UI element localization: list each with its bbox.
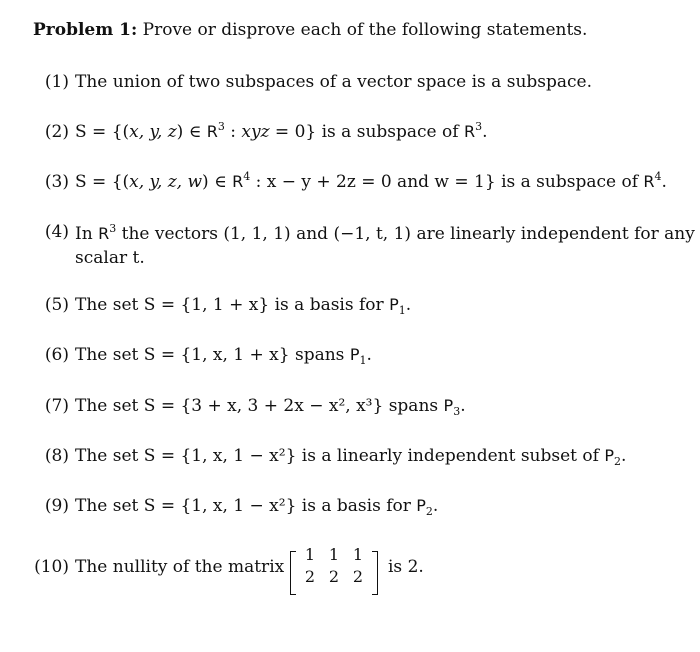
statement-number: (9) (44, 496, 69, 516)
statement-text: The union of two subspaces of a vector space is a subspace. (75, 72, 592, 92)
statement-number: (5) (44, 295, 69, 315)
statement-number: (8) (44, 446, 69, 466)
matrix-cell: 1 (328, 545, 340, 564)
statement-text: The set S = {1, x, 1 − x²} is a linearly independent subset of $P_2$. (75, 446, 627, 468)
statement-number: (3) (44, 172, 69, 192)
statement-text: The set S = {3 + x, 3 + 2x − x², x³} spans $P_3$. (75, 396, 466, 418)
statement-number: (2) (44, 122, 69, 142)
statement-number: (4) (44, 222, 69, 242)
matrix (290, 545, 378, 595)
statement-text: In $R^3$ the vectors (1, 1, 1) and (−1, t, 1) are linearly independent for any scalar t. (75, 222, 695, 268)
left-bracket (290, 551, 296, 595)
problem-instruction: Prove or disprove each of the following statements. (142, 20, 588, 40)
problem-label: Problem 1: (33, 20, 138, 40)
matrix-cell: 2 (304, 567, 316, 586)
statement-text: S = {(x, y, z) ∈ $R^3$ : xyz = 0} is a subspace of $R^3$. (75, 120, 488, 142)
statement-number: (10) (34, 557, 69, 577)
statement-text: The nullity of the matrix (75, 557, 285, 577)
matrix-cell: 1 (304, 545, 316, 564)
statement-text: The set S = {1, 1 + x} is a basis for $P_1$. (75, 295, 412, 317)
statement-text: S = {(x, y, z, w) ∈ $R^4$ : x − y + 2z = 0 and w = 1} is a subspace of $R^4$. (75, 170, 667, 192)
matrix-cell: 2 (328, 567, 340, 586)
statement-number: (7) (44, 396, 69, 416)
problem-heading (33, 20, 587, 40)
statement-number: (6) (44, 345, 69, 365)
statement-text: The set S = {1, x, 1 − x²} is a basis for $P_2$. (75, 496, 439, 518)
right-bracket (372, 551, 378, 595)
statement-tail: is 2. (388, 557, 424, 577)
matrix-cell: 2 (352, 567, 364, 586)
matrix-cell: 1 (352, 545, 364, 564)
statement-text: The set S = {1, x, 1 + x} spans $P_1$. (75, 345, 372, 367)
statement-number: (1) (44, 72, 69, 92)
